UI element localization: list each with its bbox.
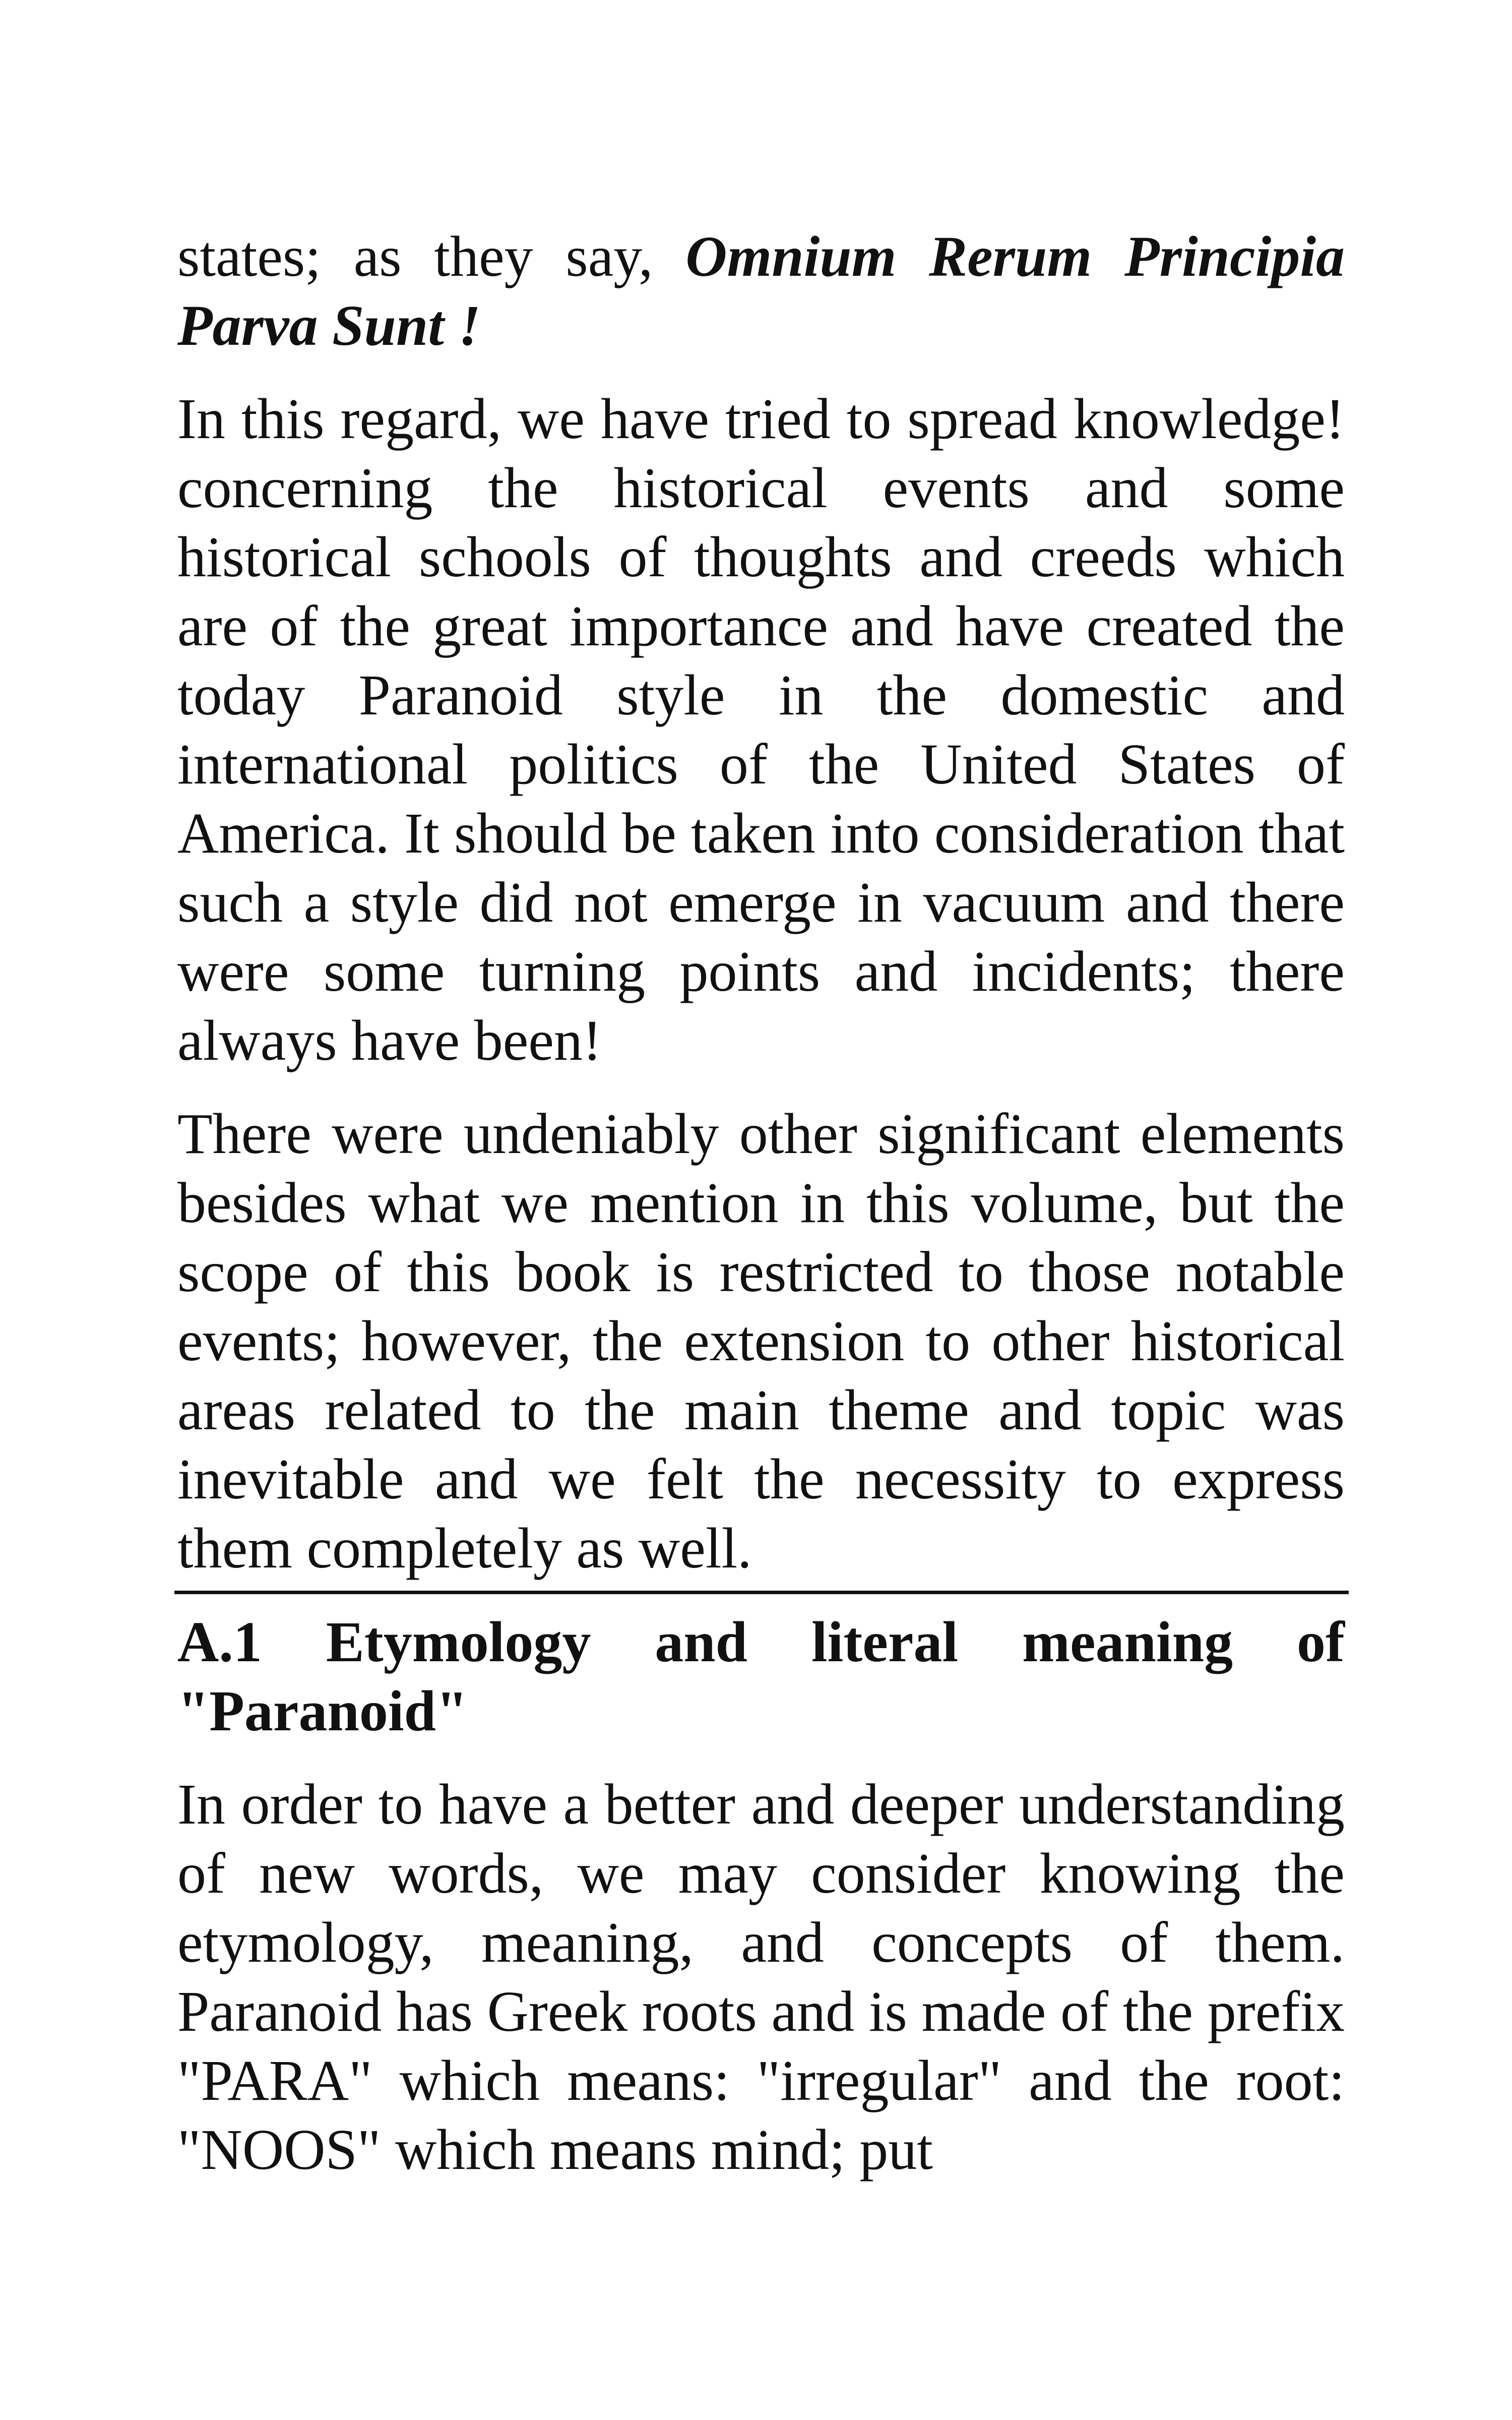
paragraph-intro [177, 222, 1345, 360]
section-divider [174, 1591, 1349, 1594]
section-heading [177, 1607, 1345, 1745]
page-body [177, 222, 1345, 2208]
paragraph-etymology: In order to have a better and deeper understanding of new words, we may consider knowing the etymology, meaning, and concepts of them. Paranoid has Greek roots and is made of the prefix "PARA" which means: "irregular" and the root: "NOOS" which means mind; put [177, 1772, 1345, 2182]
section-heading-line2: "Paranoid" [177, 1679, 468, 1743]
section-heading-line1: A.1 Etymology and literal meaning of [177, 1610, 1345, 1674]
intro-text: states; as they say, [177, 224, 686, 288]
latin-phrase: Omnium Rerum Principia Parva Sunt ! [177, 224, 1345, 357]
paragraph-scope: There were undeniably other significant elements besides what we mention in this volume, but the scope of this book is restricted to those notable events; however, the extension to other historical areas related to the main theme and topic was inevitable and we felt the necessity to express them completely as well. [177, 1102, 1345, 1580]
paragraph-spread-knowledge: In this regard, we have tried to spread knowledge! concerning the historical events and some historical schools of thoughts and creeds which are of the great importance and have created the today Paranoid style in the domestic and international politics of the United States of America. It should be taken into consideration that such a style did not emerge in vacuum and there were some turning points and incidents; there always have been! [177, 387, 1345, 1072]
